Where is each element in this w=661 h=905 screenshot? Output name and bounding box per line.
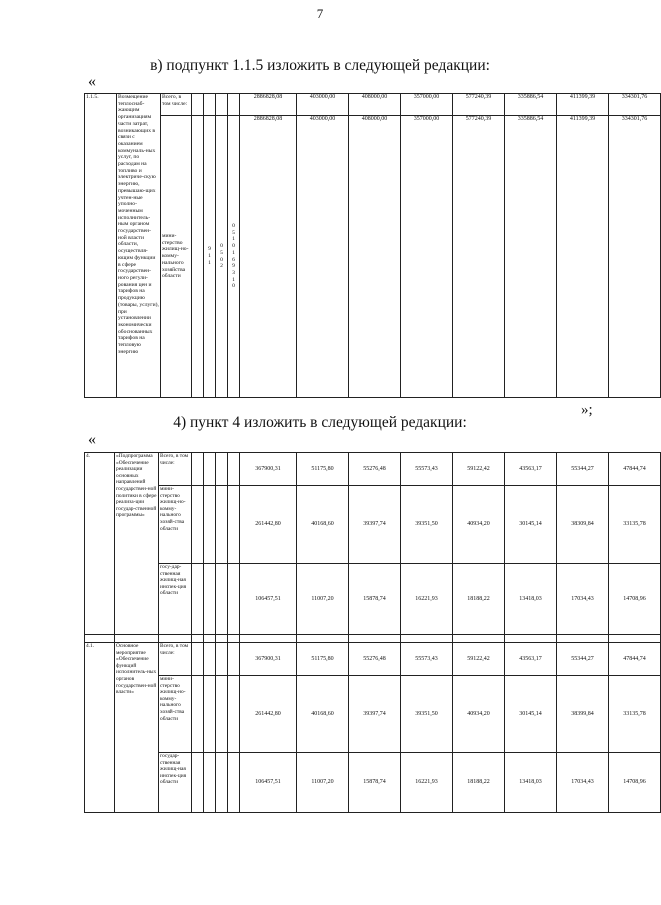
section-4-open-quote: « bbox=[88, 431, 96, 448]
line-value: 47844,74 bbox=[609, 643, 661, 676]
executor-label: мини-стерство жилищ-но-комму-нального хозяйства области bbox=[161, 116, 192, 398]
line-value: 18188,22 bbox=[453, 564, 505, 635]
row-number: 4. bbox=[85, 453, 115, 635]
line-value: 39397,74 bbox=[349, 676, 401, 753]
section-b-close-quote: »; bbox=[581, 402, 593, 418]
section-4-table bbox=[84, 452, 661, 813]
total-value: 357000,00 bbox=[401, 94, 453, 116]
ministry-value: 334301,76 bbox=[609, 116, 661, 398]
line-value: 13418,03 bbox=[505, 753, 557, 813]
ministry-value: 411399,39 bbox=[557, 116, 609, 398]
line-value: 51175,80 bbox=[297, 453, 349, 486]
row-name: Основное мероприятие «Обеспечение функций исполнитель-ных органов государствен-ной власти» bbox=[115, 643, 159, 813]
line-value: 17034,43 bbox=[557, 564, 609, 635]
line-label: мини-стерство жилищ-но-комму-нального хозяй-ства области bbox=[159, 486, 192, 564]
line-value: 40168,60 bbox=[297, 486, 349, 564]
line-value: 30145,14 bbox=[505, 486, 557, 564]
total-value: 2886828,08 bbox=[240, 94, 297, 116]
line-value: 14708,96 bbox=[609, 753, 661, 813]
line-value: 17034,43 bbox=[557, 753, 609, 813]
line-value: 43563,17 bbox=[505, 453, 557, 486]
line-value: 51175,80 bbox=[297, 643, 349, 676]
line-value: 261442,80 bbox=[240, 676, 297, 753]
total-value: 403000,00 bbox=[297, 94, 349, 116]
row-number: 1.1.5. bbox=[85, 94, 117, 398]
ministry-value: 403000,00 bbox=[297, 116, 349, 398]
ministry-value: 357000,00 bbox=[401, 116, 453, 398]
ministry-value: 2886828,08 bbox=[240, 116, 297, 398]
total-value: 408000,00 bbox=[349, 94, 401, 116]
line-value: 43563,17 bbox=[505, 643, 557, 676]
line-value: 18188,22 bbox=[453, 753, 505, 813]
section-b-heading: в) подпункт 1.1.5 изложить в следующей редакции: bbox=[150, 57, 490, 74]
line-value: 55573,43 bbox=[401, 643, 453, 676]
line-value: 15878,74 bbox=[349, 564, 401, 635]
line-value: 40934,20 bbox=[453, 676, 505, 753]
line-value: 33135,78 bbox=[609, 486, 661, 564]
line-value: 13418,03 bbox=[505, 564, 557, 635]
line-value: 55276,48 bbox=[349, 453, 401, 486]
line-value: 55344,27 bbox=[557, 453, 609, 486]
line-value: 11007,20 bbox=[297, 753, 349, 813]
line-value: 55573,43 bbox=[401, 453, 453, 486]
row-name: «Подпрограмма «Обеспечение реализации основных направлений государствен-ной политики в сфере реализа-ции государ-ственной программы» bbox=[115, 453, 159, 635]
line-value: 38399,84 bbox=[557, 676, 609, 753]
row-name: Возмещение теплоснаб-жающим организациям части затрат, возникающих в связи с оказанием коммуналь-ных услуг, по расходам на топливо и электриче-скую энергию, превышаю-щих учтен-ные уполно-моченным исполнитель-ным органом государствен-ной власти области, осуществля-ющим функции в сфере государствен-ного регули-рования цен и тарифов на продукцию (товары, услуги), при установлении экономически обоснованных тарифов на тепловую энергию bbox=[117, 94, 161, 398]
line-value: 367900,31 bbox=[240, 453, 297, 486]
ministry-value: 577240,39 bbox=[453, 116, 505, 398]
total-value: 577240,39 bbox=[453, 94, 505, 116]
code-a: 9 1 1 bbox=[204, 116, 216, 398]
line-value: 39351,50 bbox=[401, 676, 453, 753]
total-value: 335886,54 bbox=[505, 94, 557, 116]
page-number: 7 bbox=[316, 6, 324, 21]
line-label: государ-ственная жилищ-ная инспек-ция области bbox=[159, 753, 192, 813]
line-value: 47844,74 bbox=[609, 453, 661, 486]
line-value: 261442,80 bbox=[240, 486, 297, 564]
ministry-value: 335886,54 bbox=[505, 116, 557, 398]
section-b-table bbox=[84, 93, 661, 398]
line-value: 59122,42 bbox=[453, 643, 505, 676]
line-value: 15878,74 bbox=[349, 753, 401, 813]
line-value: 40934,20 bbox=[453, 486, 505, 564]
line-value: 39351,50 bbox=[401, 486, 453, 564]
line-value: 38309,84 bbox=[557, 486, 609, 564]
line-value: 16221,93 bbox=[401, 753, 453, 813]
line-value: 39397,74 bbox=[349, 486, 401, 564]
line-value: 106457,51 bbox=[240, 564, 297, 635]
line-label: мини-стерство жилищ-но-комму-нального хозяй-ства области bbox=[159, 676, 192, 753]
line-value: 59122,42 bbox=[453, 453, 505, 486]
line-label: Всего, в том числе: bbox=[159, 643, 192, 676]
total-label: Всего, в том числе: bbox=[161, 94, 192, 116]
line-value: 40168,60 bbox=[297, 676, 349, 753]
line-value: 30145,14 bbox=[505, 676, 557, 753]
line-value: 11007,20 bbox=[297, 564, 349, 635]
line-value: 33135,78 bbox=[609, 676, 661, 753]
line-label: госу-дар-ственная жилищ-ная инспек-ция области bbox=[159, 564, 192, 635]
section-b-open-quote: « bbox=[88, 73, 96, 90]
row-number: 4.1. bbox=[85, 643, 115, 813]
line-value: 14708,96 bbox=[609, 564, 661, 635]
section-4-heading: 4) пункт 4 изложить в следующей редакции: bbox=[173, 414, 467, 431]
code-b: 0 5 0 2 bbox=[216, 116, 228, 398]
line-value: 55344,27 bbox=[557, 643, 609, 676]
line-label: Всего, в том числе: bbox=[159, 453, 192, 486]
code-c: 0 5 1 0 1 6 9 3 1 0 bbox=[228, 116, 240, 398]
line-value: 367900,31 bbox=[240, 643, 297, 676]
total-value: 334301,76 bbox=[609, 94, 661, 116]
line-value: 106457,51 bbox=[240, 753, 297, 813]
line-value: 55276,48 bbox=[349, 643, 401, 676]
line-value: 16221,93 bbox=[401, 564, 453, 635]
ministry-value: 408000,00 bbox=[349, 116, 401, 398]
total-value: 411399,39 bbox=[557, 94, 609, 116]
